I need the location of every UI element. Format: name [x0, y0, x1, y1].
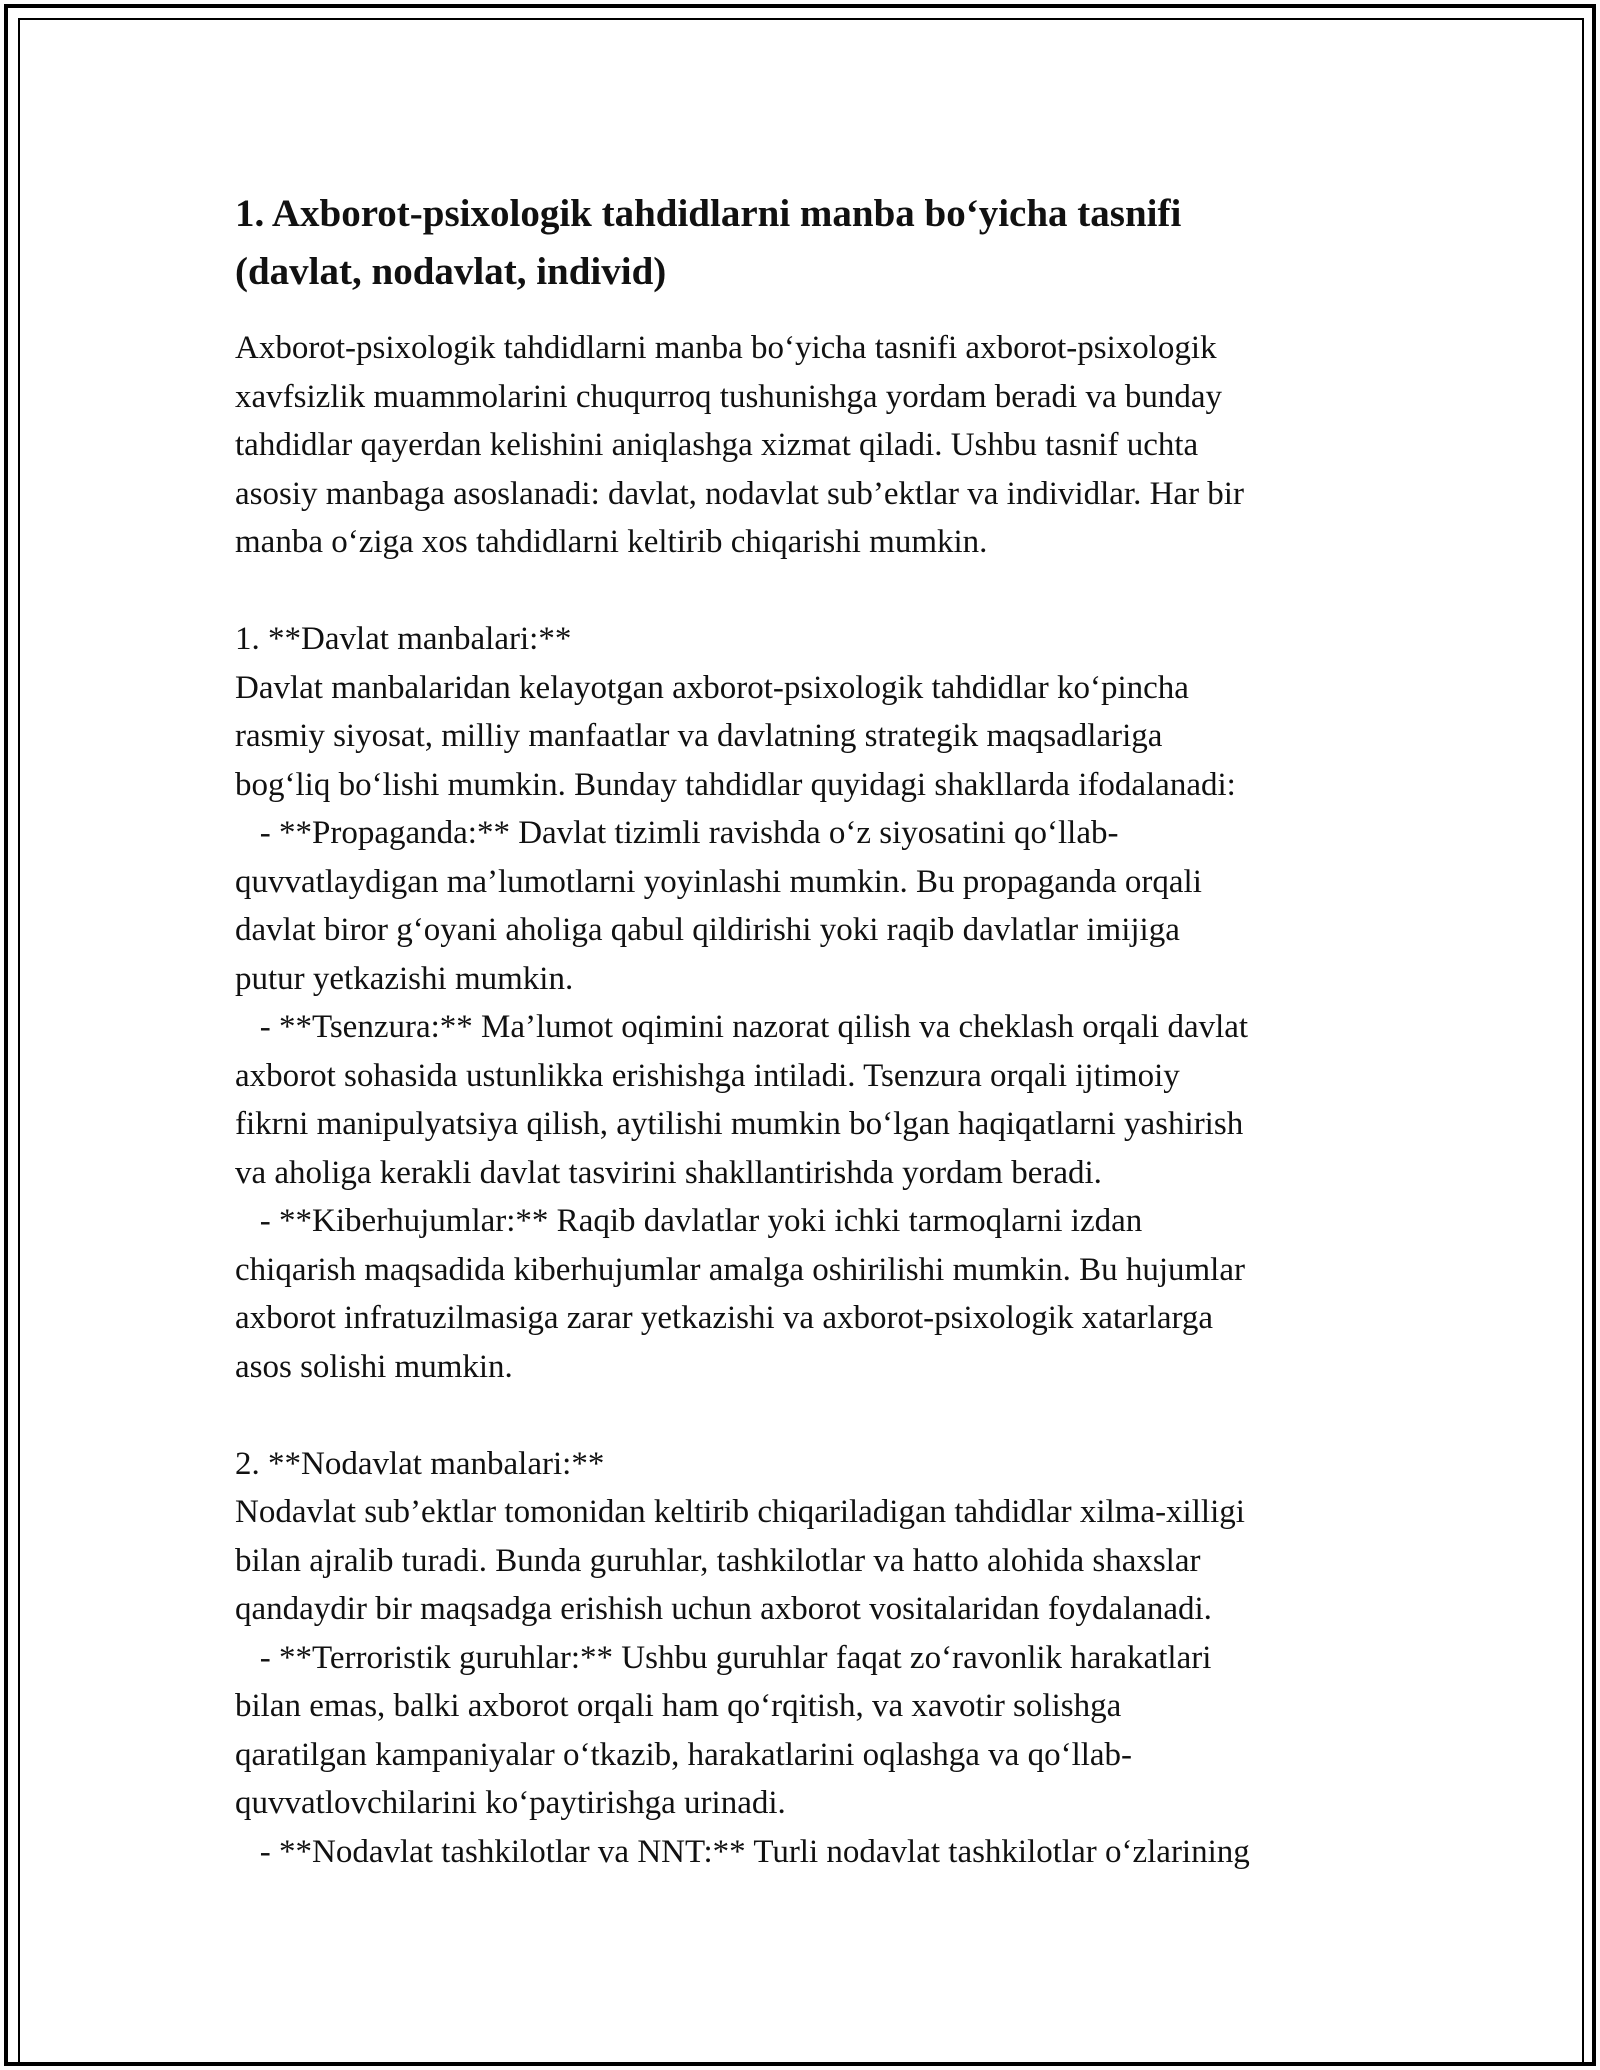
text-line: bilan emas, balki axborot orqali ham qo‘rqitish, va xavotir solishga — [235, 1688, 1122, 1724]
text-line: Nodavlat sub’ektlar tomonidan keltirib chiqariladigan tahdidlar xilma-xilligi — [235, 1494, 1245, 1530]
paragraph-gap — [235, 567, 1385, 616]
list-item-line: - **Nodavlat tashkilotlar va NNT:** Turli nodavlat tashkilotlar o‘zlarining — [235, 1833, 1250, 1870]
text-line: asos solishi mumkin. — [235, 1348, 513, 1385]
text-line: xavfsizlik muammolarini chuqurroq tushunishga yordam beradi va bunday — [235, 378, 1223, 415]
section-title: 2. **Nodavlat manbalari:** — [235, 1445, 605, 1482]
section-nodavlat — [235, 1440, 1385, 1877]
document-heading — [235, 185, 1385, 301]
text-line: Axborot-psixologik tahdidlarni manba bo‘yicha tasnifi axborot-psixologik — [235, 330, 1217, 366]
intro-paragraph — [235, 324, 1385, 567]
list-item-line: - **Tsenzura:** Ma’lumot oqimini nazorat qilish va cheklash orqali davlat — [235, 1009, 1249, 1045]
list-item-line: - **Terroristik guruhlar:** Ushbu guruhlar faqat zo‘ravonlik harakatlari — [235, 1639, 1212, 1676]
text-line: qandaydir bir maqsadga erishish uchun axborot vositalaridan foydalanadi. — [235, 1591, 1212, 1627]
text-line: asosiy manbaga asoslanadi: davlat, nodavlat sub’ektlar va individlar. Har bir — [235, 475, 1244, 512]
list-item-line: - **Propaganda:** Davlat tizimli ravishda o‘z siyosatini qo‘llab- — [235, 815, 1119, 851]
heading-line: 1. Axborot-psixologik tahdidlarni manba bo‘yicha tasnifi — [235, 192, 1182, 235]
text-line: chiqarish maqsadida kiberhujumlar amalga oshirilishi mumkin. Bu hujumlar — [235, 1251, 1245, 1288]
text-line: bog‘liq bo‘lishi mumkin. Bunday tahdidlar quyidagi shakllarda ifodalanadi: — [235, 766, 1236, 803]
text-line: tahdidlar qayerdan kelishini aniqlashga xizmat qiladi. Ushbu tasnif uchta — [235, 427, 1199, 463]
section-title: 1. **Davlat manbalari:** — [235, 621, 572, 657]
text-line: manba o‘ziga xos tahdidlarni keltirib chiqarishi mumkin. — [235, 524, 988, 560]
text-line: quvvatlovchilarini ko‘paytirishga urinadi. — [235, 1785, 786, 1821]
text-line: putur yetkazishi mumkin. — [235, 960, 574, 997]
paragraph-gap — [235, 1391, 1385, 1440]
text-line: quvvatlaydigan ma’lumotlarni yoyinlashi mumkin. Bu propaganda orqali — [235, 863, 1202, 900]
heading-line: (davlat, nodavlat, individ) — [235, 250, 667, 293]
text-line: bilan ajralib turadi. Bunda guruhlar, tashkilotlar va hatto alohida shaxslar — [235, 1542, 1201, 1579]
text-line: rasmiy siyosat, milliy manfaatlar va davlatning strategik maqsadlariga — [235, 718, 1163, 754]
section-davlat — [235, 615, 1385, 1391]
text-line: Davlat manbalaridan kelayotgan axborot-psixologik tahdidlar ko‘pincha — [235, 669, 1189, 706]
document-body — [235, 185, 1385, 1876]
list-item-line: - **Kiberhujumlar:** Raqib davlatlar yoki ichki tarmoqlarni izdan — [235, 1203, 1143, 1239]
text-line: axborot sohasida ustunlikka erishishga intiladi. Tsenzura orqali ijtimoiy — [235, 1057, 1180, 1094]
text-line: va aholiga kerakli davlat tasvirini shakllantirishda yordam beradi. — [235, 1154, 1102, 1191]
text-line: axborot infratuzilmasiga zarar yetkazishi va axborot-psixologik xatarlarga — [235, 1300, 1214, 1336]
text-line: fikrni manipulyatsiya qilish, aytilishi mumkin bo‘lgan haqiqatlarni yashirish — [235, 1106, 1244, 1142]
text-line: qaratilgan kampaniyalar o‘tkazib, harakatlarini oqlashga va qo‘llab- — [235, 1736, 1133, 1773]
text-line: davlat biror g‘oyani aholiga qabul qildirishi yoki raqib davlatlar imijiga — [235, 912, 1180, 948]
